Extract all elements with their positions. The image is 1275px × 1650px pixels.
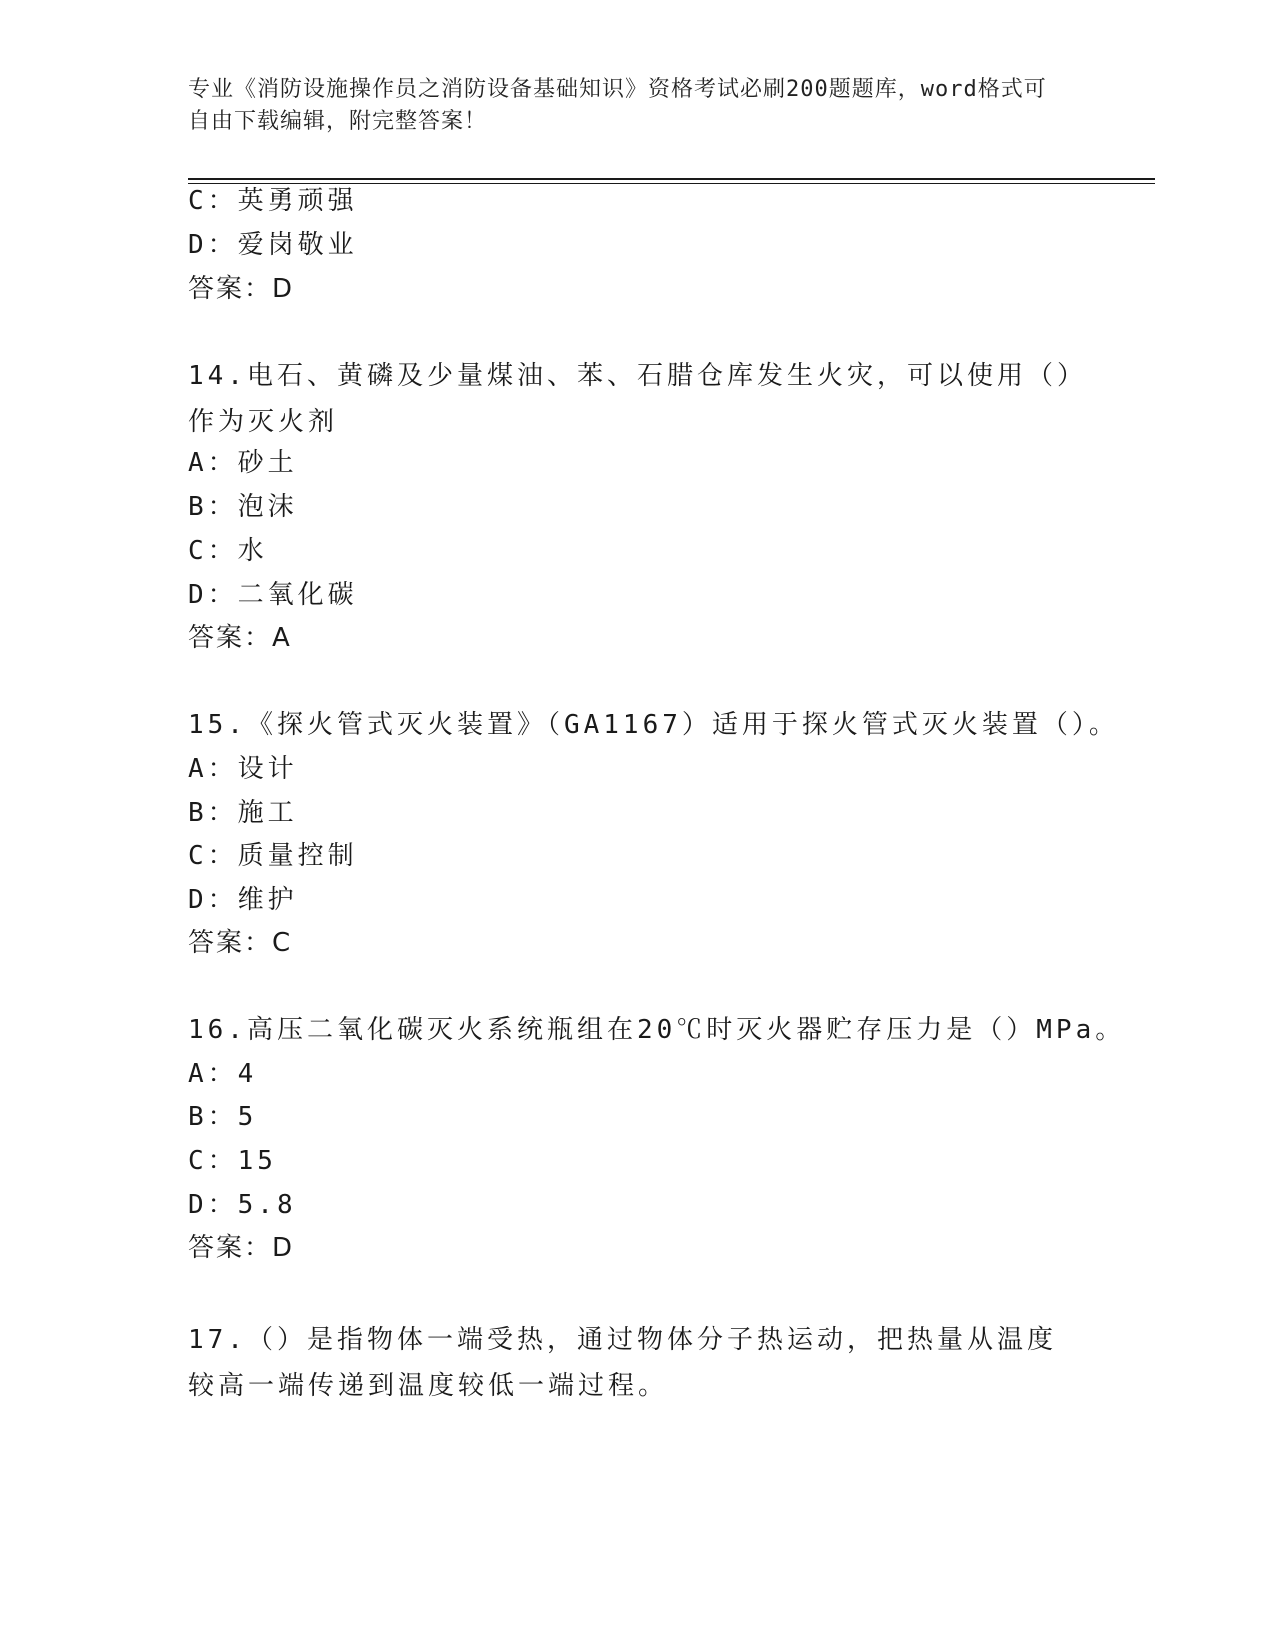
q15-option-c: C：质量控制 (188, 841, 358, 871)
document-header: 专业《消防设施操作员之消防设备基础知识》资格考试必刷200题题库，word格式可自由下载编辑，附完整答案！ (188, 77, 1047, 134)
q16-option-a: A：4 (188, 1059, 258, 1089)
q14-option-d: D：二氧化碳 (188, 580, 358, 610)
header-divider-thick (188, 178, 1155, 180)
q14-answer: 答案：A (188, 623, 292, 653)
q15-option-b: B：施工 (188, 798, 298, 828)
q16-stem: 16.高压二氧化碳灭火系统瓶组在20℃时灭火器贮存压力是（）MPa。 (188, 1015, 1126, 1045)
q15-stem: 15.《探火管式灭火装置》（GA1167）适用于探火管式灭火装置（）。 (188, 710, 1119, 740)
q15-option-a: A：设计 (188, 754, 298, 784)
q17-stem: 17.（）是指物体一端受热，通过物体分子热运动，把热量从温度较高一端传递到温度较低一端过程。 (188, 1325, 1057, 1401)
q16-option-c: C：15 (188, 1146, 277, 1176)
q15-answer: 答案：C (188, 928, 293, 958)
q14-option-c: C：水 (188, 536, 268, 566)
q14-option-b: B：泡沫 (188, 492, 298, 522)
q14-option-a: A：砂土 (188, 448, 298, 478)
q16-option-b: B：5 (188, 1102, 258, 1132)
prev-answer: 答案：D (188, 274, 295, 304)
prev-option-c: C：英勇顽强 (188, 186, 358, 216)
q14-stem: 14.电石、黄磷及少量煤油、苯、石腊仓库发生火灾，可以使用（）作为灭火剂 (188, 361, 1074, 437)
q16-answer: 答案：D (188, 1233, 295, 1263)
q16-option-d: D：5.8 (188, 1190, 297, 1220)
prev-option-d: D：爱岗敬业 (188, 230, 358, 260)
q15-option-d: D：维护 (188, 885, 298, 915)
